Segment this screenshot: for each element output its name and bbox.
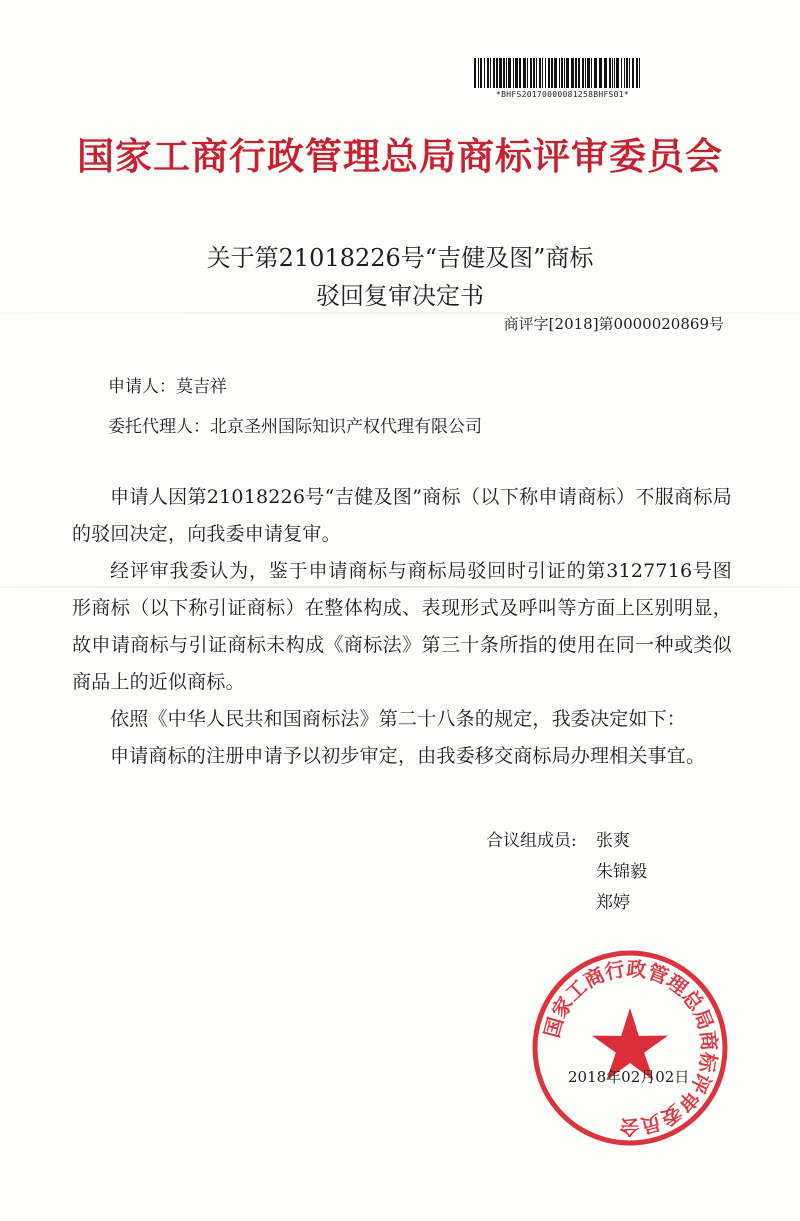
barcode-bar: [582, 58, 584, 88]
barcode-bar: [636, 58, 638, 88]
barcode-bar: [616, 58, 619, 88]
barcode-bar: [536, 58, 537, 88]
barcode-bar: [559, 58, 560, 88]
paragraph-reasoning: 经评审我委认为，鉴于申请商标与商标局驳回时引证的第3127716号图形商标（以下称引证商标）在整体构成、表现形式及呼叫等方面上区别明显，故申请商标与引证商标未构成《商标法》第三十条所指的使用在同一种或类似商品上的近似商标。: [72, 560, 732, 693]
barcode-bar: [599, 58, 602, 88]
barcode-bar: [533, 58, 535, 88]
seal-text-path: 国家工商行政管理总局商标评审委员会: [539, 956, 722, 1140]
barcode-bar: [609, 58, 611, 88]
barcode-bar: [548, 58, 550, 88]
barcode-bar: [639, 58, 640, 88]
barcode-bar: [578, 58, 580, 88]
barcode-bar: [587, 58, 590, 88]
paragraph-decision: 申请商标的注册申请予以初步审定，由我委移交商标局办理相关事宜。: [110, 745, 706, 767]
paragraph-legal-basis: 依照《中华人民共和国商标法》第二十八条的规定，我委决定如下：: [110, 708, 687, 730]
barcode-bar: [612, 58, 613, 88]
member-name: 朱锦毅: [596, 862, 647, 882]
decision-date: 2018年02月02日: [568, 1068, 690, 1086]
document-title-line2: 驳回复审决定书: [316, 282, 484, 310]
member-name: 郑婷: [596, 893, 630, 913]
paragraph-request: 申请人因第21018226号“吉健及图”商标（以下称申请商标）不服商标局的驳回决定，向我委申请复审。: [72, 486, 732, 545]
letterhead: 国家工商行政管理总局商标评审委员会: [77, 135, 723, 178]
barcode-bar: [515, 58, 518, 88]
barcode-bar: [621, 58, 622, 88]
barcode-bar: [566, 58, 569, 88]
official-seal: [530, 948, 730, 1148]
barcode-bar: [513, 58, 514, 88]
document-number: 商评字[2018]第0000020869号: [503, 315, 724, 333]
barcode-text: *BHFS20170000081258BHFS01*: [496, 90, 630, 99]
barcode-bar: [629, 58, 630, 88]
barcode-bar: [490, 58, 491, 88]
barcode-bar: [591, 58, 592, 88]
barcode-bar: [554, 58, 557, 88]
barcode-bar: [604, 58, 607, 88]
barcode-bar: [503, 58, 505, 88]
barcode-bar: [480, 58, 482, 88]
barcode-bar: [478, 58, 479, 88]
barcode-bar: [626, 58, 628, 88]
applicant-line: 申请人：莫吉祥: [108, 377, 227, 397]
barcode-bar: [496, 58, 498, 88]
panel-members: [486, 826, 647, 919]
barcode-bar: [594, 58, 597, 88]
barcode-bar: [542, 58, 543, 88]
barcode-bar: [508, 58, 511, 88]
barcode-bar: [545, 58, 546, 88]
member-name: 张爽: [596, 831, 630, 851]
barcode-graphic: [474, 58, 644, 88]
barcode-bar: [499, 58, 502, 88]
barcode-bar: [493, 58, 495, 88]
barcode-bar: [530, 58, 532, 88]
barcode-bar: [551, 58, 553, 88]
agent-line: 委托代理人：北京圣州国际知识产权代理有限公司: [108, 417, 482, 437]
barcode-bar: [474, 58, 476, 88]
barcode-bar: [632, 58, 634, 88]
barcode-bar: [519, 58, 521, 88]
barcode: [474, 58, 694, 106]
barcode-bar: [575, 58, 577, 88]
barcode-bar: [585, 58, 586, 88]
document-title-line1: 关于第21018226号“吉健及图”商标: [206, 244, 594, 272]
barcode-bar: [614, 58, 615, 88]
barcode-bar: [561, 58, 563, 88]
barcode-bar: [564, 58, 565, 88]
barcode-bar: [539, 58, 541, 88]
barcode-bar: [484, 58, 485, 88]
panel-members-label: 合议组成员:: [486, 831, 577, 851]
barcode-bar: [523, 58, 526, 88]
barcode-bar: [506, 58, 507, 88]
barcode-bar: [571, 58, 574, 88]
barcode-bar: [624, 58, 625, 88]
barcode-bar: [487, 58, 489, 88]
barcode-bar: [527, 58, 528, 88]
